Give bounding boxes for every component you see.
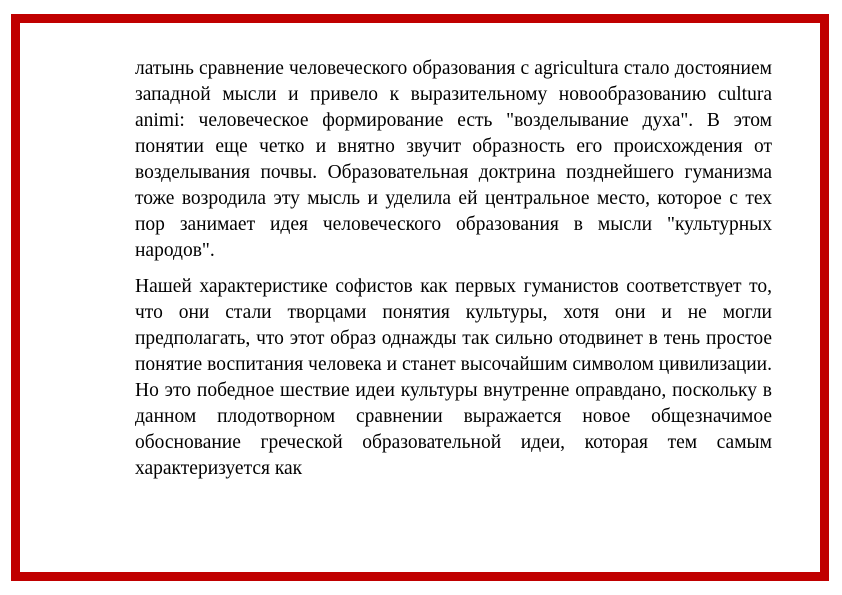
paragraph-2: Нашей характеристике софистов как первых гуманистов соответствует то, что они стали творцами понятия культуры, хотя они и не могли предполагать, что этот образ однажды так сильно отодвинет в тень простое понятие воспитания человека и станет высочайшим символом цивилизации. Но это победное шествие идеи культуры внутренне оправдано, поскольку в данном плодотворном сравнении выражается новое общезначимое обоснование греческой образовательной идеи, которая тем самым характеризуется как	[135, 276, 772, 479]
slide-text	[135, 56, 772, 482]
paragraph-1: латынь сравнение человеческого образования с agricultura стало достоянием западной мысли и привело к выразительному новообразованию cultura animi: человеческое формирование есть "возделывание духа". В этом понятии еще четко и внятно звучит образность его происхождения от возделывания почвы. Образовательная доктрина позднейшего гуманизма тоже возродила эту мысль и уделила ей центральное место, которое с тех пор занимает идея человеческого образования в мысли "культурных народов".	[135, 58, 772, 261]
